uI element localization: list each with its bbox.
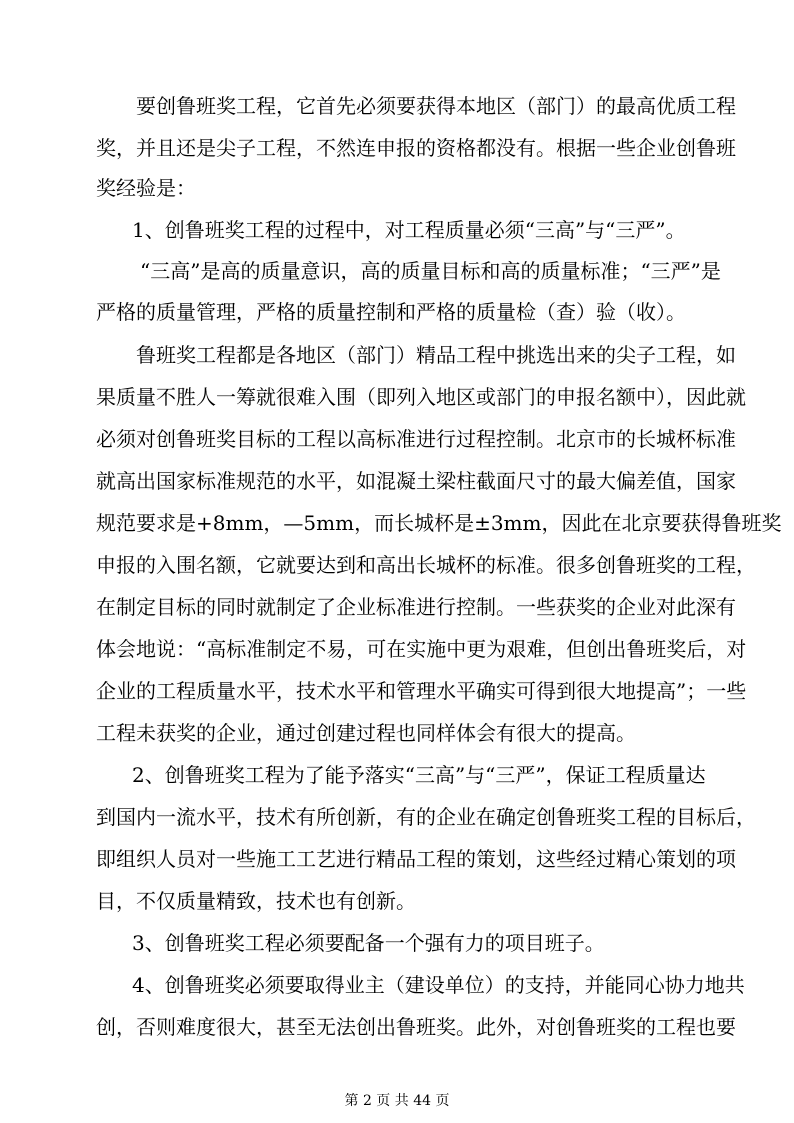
text-line: 申报的入围名额，它就要达到和高出长城杯的标准。很多创鲁班奖的工程，	[96, 553, 756, 577]
text-line: 就高出国家标准规范的水平，如混凝土梁柱截面尺寸的最大偏差值，国家	[96, 469, 736, 493]
text-line: 1、创鲁班奖工程的过程中，对工程质量必须“三高”与“三严”。	[132, 218, 686, 242]
text-line: 奖经验是：	[96, 176, 196, 200]
text-line: 到国内一流水平，技术有所创新，有的企业在确定创鲁班奖工程的目标后，	[96, 805, 756, 829]
text-line: 鲁班奖工程都是各地区（部门）精品工程中挑选出来的尖子工程，如	[136, 343, 736, 367]
text-line: 严格的质量管理，严格的质量控制和严格的质量检（查）验（收）。	[96, 300, 686, 324]
text-line: 工程未获奖的企业，通过创建过程也同样体会有很大的提高。	[96, 721, 636, 745]
text-line: 2、创鲁班奖工程为了能予落实“三高”与“三严”，保证工程质量达	[132, 763, 706, 787]
text-line: 奖，并且还是尖子工程，不然连申报的资格都没有。根据一些企业创鲁班	[96, 136, 736, 160]
text-line: 要创鲁班奖工程，它首先必须要获得本地区（部门）的最高优质工程	[136, 94, 736, 118]
text-line: 创，否则难度很大，甚至无法创出鲁班奖。此外，对创鲁班奖的工程也要	[96, 1015, 736, 1039]
page-number-footer: 第 2 页 共 44 页	[344, 1093, 450, 1109]
text-line: 目，不仅质量精致，技术也有创新。	[96, 889, 416, 913]
text-line: 4、创鲁班奖必须要取得业主（建设单位）的支持，并能同心协力地共	[132, 973, 745, 997]
text-line: 即组织人员对一些施工工艺进行精品工程的策划，这些经过精心策划的项	[96, 847, 736, 871]
text-line: 3、创鲁班奖工程必须要配备一个强有力的项目班子。	[132, 931, 605, 955]
text-line: 体会地说：“高标准制定不易，可在实施中更为艰难，但创出鲁班奖后，对	[96, 637, 747, 661]
text-line: 在制定目标的同时就制定了企业标准进行控制。一些获奖的企业对此深有	[96, 595, 736, 619]
text-line: 企业的工程质量水平，技术水平和管理水平确实可得到很大地提高”；一些	[96, 679, 747, 703]
text-line: “三高”是高的质量意识，高的质量目标和高的质量标准；“三严”是	[140, 259, 721, 283]
text-line: 必须对创鲁班奖目标的工程以高标准进行过程控制。北京市的长城杯标准	[96, 427, 736, 451]
text-line: 果质量不胜人一筹就很难入围（即列入地区或部门的申报名额中），因此就	[96, 385, 746, 409]
text-line: 规范要求是+8mm，—5mm，而长城杯是±3mm，因此在北京要获得鲁班奖	[96, 511, 782, 535]
